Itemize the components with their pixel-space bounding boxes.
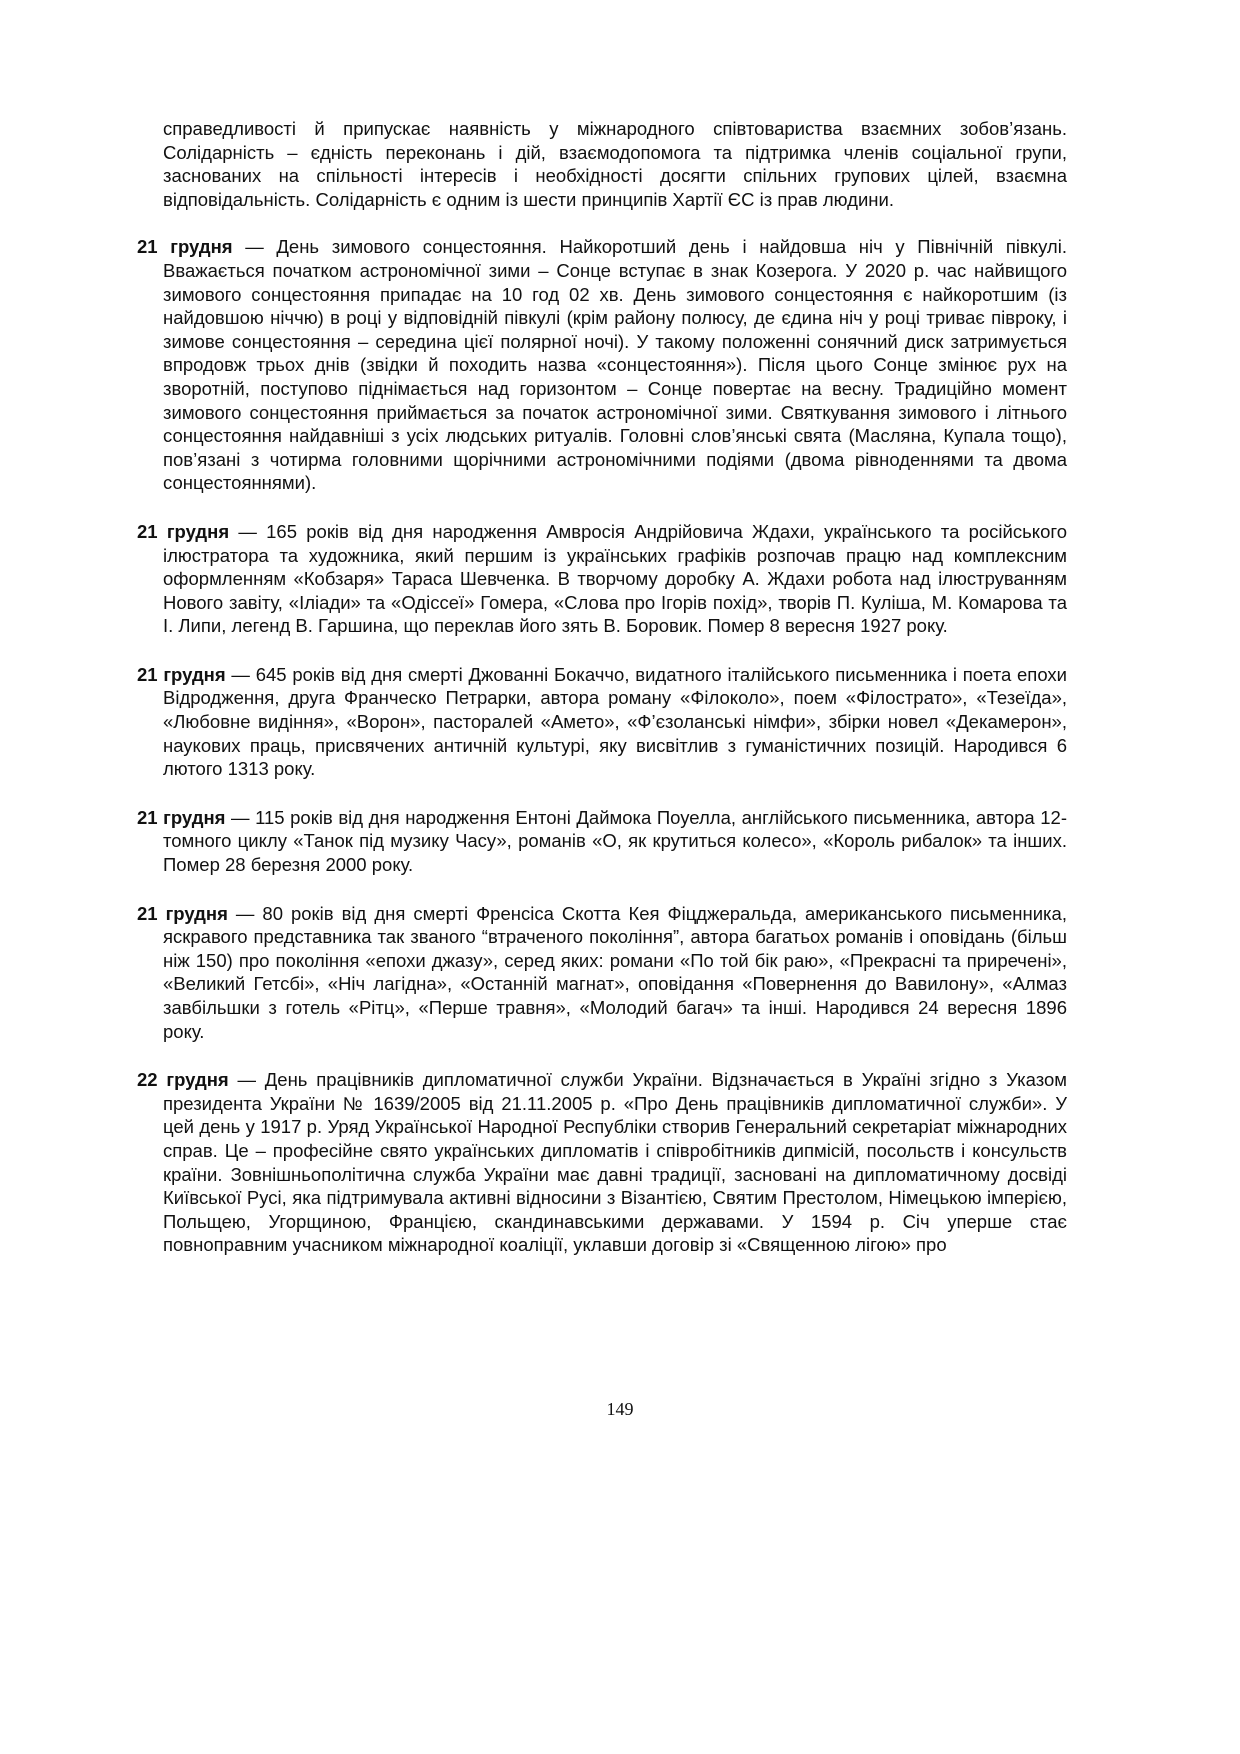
entry-text: — 645 років від дня смерті Джованні Бокаччо, видатного італійського письменника і поета епохи Відродження, друга Франческо Петрарки, автора роману «Філоколо», поем «Філострато», «Тезеїда», «Любовне видіння», «Ворон», пасторалей «Амето», «Ф’єзоланські німфи», збірки новел «Декамерон», наукових праць, присвячених античній культурі, яку висвітлив з гуманістичних позицій. Народився 6 лютого 1313 року. bbox=[163, 663, 1067, 780]
entry-text: — 80 років від дня смерті Френсіса Скотта Кея Фіцджеральда, американського письменника, яскравого представника так званого “втраченого покоління”, автора багатьох романів і оповідань (більш ніж 150) про покоління «епохи джазу», серед яких: романи «По той бік раю», «Прекрасні та приречені», «Великий Гетсбі», «Ніч лагідна», «Останній магнат», оповідання «Повернення до Вавилону», «Алмаз завбільшки з готель «Рітц», «Перше травня», «Молодий багач» та інші. Народився 24 вересня 1896 року. bbox=[163, 902, 1067, 1042]
entry-zhdakha bbox=[137, 520, 1067, 638]
continuation-paragraph: справедливості й припускає наявність у міжнародного співтовариства взаємних зобов’язань. Солідарність – єдність переконань і дій, взаємодопомога та підтримка членів соціальної групи, заснованих на спільності інтересів і необхідності досягти спільних групових цілей, взаємна відповідальність. Солідарність є одним із шести принципів Хартії ЄС із прав людини. bbox=[163, 118, 1067, 210]
entry-boccaccio bbox=[137, 663, 1067, 781]
entry-text: — День працівників дипломатичної служби України. Відзначається в Україні згідно з Указом президента України № 1639/2005 від 21.11.2005 р. «Про День працівників дипломатичної служби». У цей день у 1917 р. Уряд Української Народної Республіки створив Генеральний секретаріат міжнародних справ. Це – професійне свято українських дипломатів і співробітників дипмісій, посольств і консульств країни. Зовнішньополітична служба України має давні традиції, засновані на дипломатичному досвіді Київської Русі, яка підтримувала активні відносини з Візантією, Святим Престолом, Німецькою імперією, Польщею, Угорщиною, Францією, скандинавськими державами. У 1594 р. Січ уперше стає повноправним учасником міжнародної коаліції, уклавши договір зі «Священною лігою» про bbox=[163, 1069, 1067, 1256]
entry-winter-solstice bbox=[137, 235, 1067, 495]
entry-diplomatic-service bbox=[137, 1068, 1067, 1257]
entry-text: — День зимового сонцестояння. Найкоротший день і найдовша ніч у Північній півкулі. Вважається початком астрономічної зими – Сонце вступає в знак Козерога. У 2020 р. час найвищого зимового сонцестояння припадає на 10 год 02 хв. День зимового сонцестояння є найкоротшим (із найдовшою ніччю) в році у відповідній півкулі (крім району полюсу, де єдина ніч у році триває півроку, і зимове сонцестояння – середина цієї полярної ночі). У такому положенні сонячний диск затримується впродовж трьох днів (звідки й походить назва «сонцестояння»). Після цього Сонце змінює рух на зворотній, поступово піднімається над горизонтом – Сонце повертає на весну. Традиційно момент зимового сонцестояння приймається за початок астрономічної зими. Святкування зимового і літнього сонцестояння найдавніші з усіх людських ритуалів. Головні слов’янські свята (Масляна, Купала тощо), пов’язані з чотирма головними щорічними астрономічними подіями (двома рівноденнями та двома сонцестояннями). bbox=[163, 236, 1067, 494]
entry-fitzgerald bbox=[137, 902, 1067, 1044]
entry-date: 21 грудня bbox=[137, 902, 228, 924]
entry-text: — 115 років від дня народження Ентоні Даймока Поуелла, англійського письменника, автора 12-томного циклу «Танок під музику Часу», романів «О, як крутиться колесо», «Король рибалок» та інших. Помер 28 березня 2000 року. bbox=[163, 806, 1067, 876]
calendar-text bbox=[137, 117, 1067, 1282]
entry-date: 21 грудня bbox=[137, 663, 226, 685]
entry-date: 21 грудня bbox=[137, 806, 226, 828]
page-number: 149 bbox=[606, 1399, 634, 1419]
entry-powell bbox=[137, 806, 1067, 877]
entry-text: — 165 років від дня народження Амвросія Андрійовича Ждахи, українського та російського ілюстратора та художника, який першим із українських графіків розпочав працю над комплексним оформленням «Кобзаря» Тараса Шевченка. В творчому доробку А. Ждахи робота над ілюструванням Нового завіту, «Іліади» та «Одіссеї» Гомера, «Слова про Ігорів похід», творів П. Куліша, М. Комарова та І. Липи, легенд В. Гаршина, що переклав його зять В. Боровик. Помер 8 вересня 1927 року. bbox=[163, 520, 1067, 637]
entry-date: 22 грудня bbox=[137, 1069, 229, 1091]
entry-date: 21 грудня bbox=[137, 520, 230, 542]
entry-date: 21 грудня bbox=[137, 236, 233, 258]
